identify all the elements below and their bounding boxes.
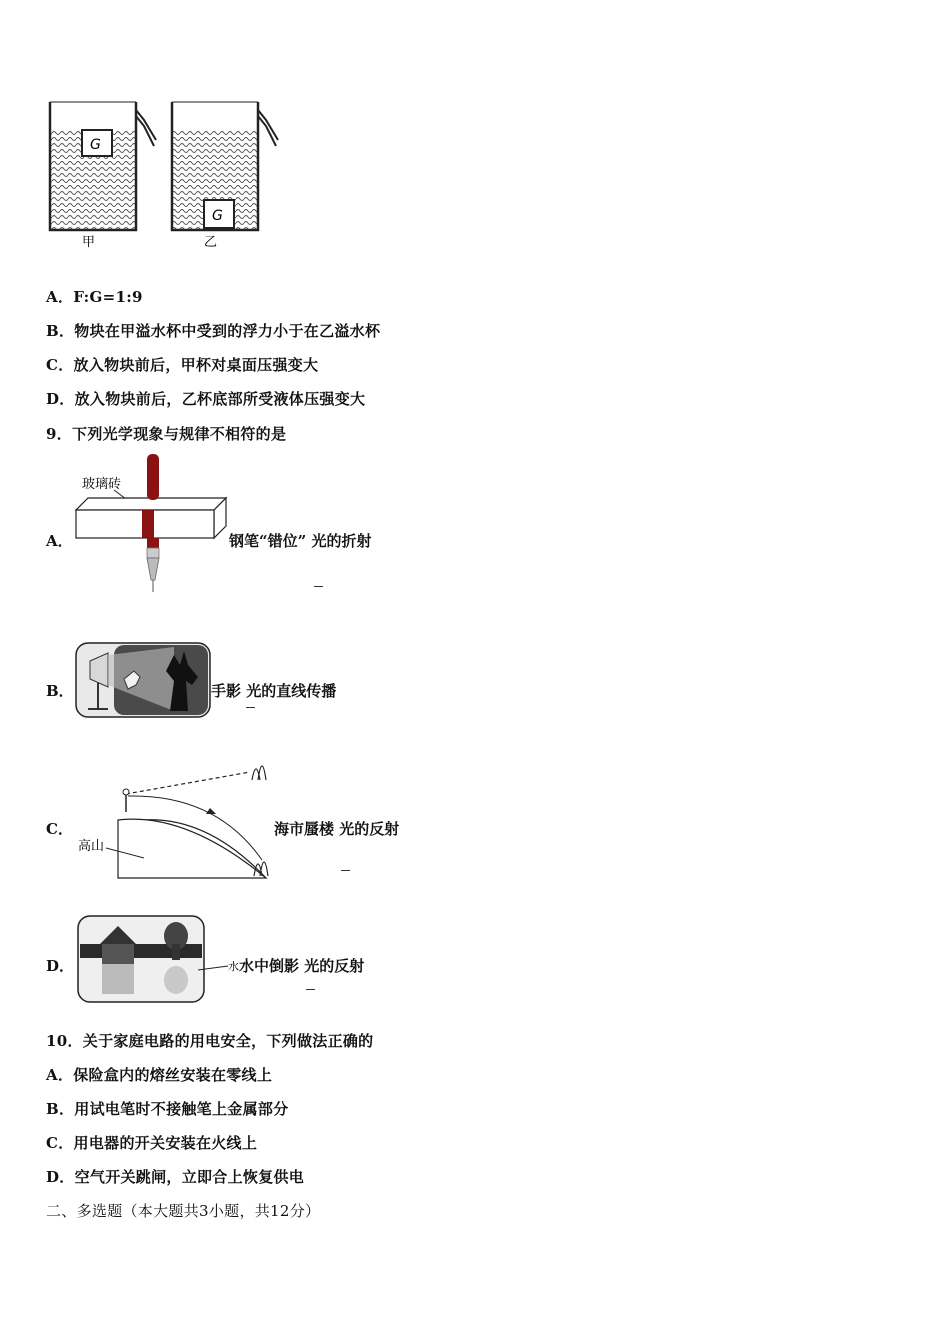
block-label-left: G xyxy=(90,137,101,153)
cup-jia xyxy=(50,102,156,250)
water-reflection-figure xyxy=(76,914,246,1006)
q8-option-c: C．放入物块前后，甲杯对桌面压强变大 xyxy=(46,356,319,374)
cup-yi xyxy=(172,102,278,250)
q9-option-c-letter: C． xyxy=(46,820,73,838)
mirage-figure xyxy=(76,752,276,887)
q9-option-a-letter: A． xyxy=(46,532,73,550)
q8-option-d: D．放入物块前后，乙杯底部所受液体压强变大 xyxy=(46,390,366,408)
pen-glass-figure xyxy=(74,452,234,602)
glass-brick-label: 玻璃砖 xyxy=(82,477,122,492)
q9-option-c-blank xyxy=(341,870,350,871)
q9-option-b-caption: 手影 光的直线传播 xyxy=(211,682,337,700)
q9-option-d-blank xyxy=(306,989,315,990)
q9-stem: 9．下列光学现象与规律不相符的是 xyxy=(46,425,287,443)
mountain-label: 高山 xyxy=(78,839,105,854)
cup-yi-label: 乙 xyxy=(204,235,218,250)
q8-option-a: A．F:G=1:9 xyxy=(46,288,143,306)
q9-option-a-caption: 钢笔“错位” 光的折射 xyxy=(229,532,372,550)
q10-option-c: C．用电器的开关安装在火线上 xyxy=(46,1134,258,1152)
q10-option-d: D．空气开关跳闸，立即合上恢复供电 xyxy=(46,1168,305,1186)
q8-option-b: B．物块在甲溢水杯中受到的浮力小于在乙溢水杯 xyxy=(46,322,381,340)
hand-shadow-figure xyxy=(74,641,214,721)
q10-option-b: B．用试电笔时不接触笔上金属部分 xyxy=(46,1100,289,1118)
q10-option-a: A．保险盒内的熔丝安装在零线上 xyxy=(46,1066,273,1084)
q9-option-b-letter: B． xyxy=(46,682,74,700)
overflow-cups-figure xyxy=(44,100,284,250)
block-label-right: G xyxy=(212,208,223,224)
q9-option-d-letter: D． xyxy=(46,957,75,975)
q9-option-c-caption: 海市蜃楼 光的反射 xyxy=(274,820,400,838)
q9-option-b-blank xyxy=(246,707,255,708)
section-heading-multiple-choice: 二、多选题（本大题共3小题，共12分） xyxy=(46,1202,321,1220)
q9-option-a-blank xyxy=(314,586,323,587)
q10-stem: 10．关于家庭电路的用电安全，下列做法正确的 xyxy=(46,1032,374,1050)
cup-jia-label: 甲 xyxy=(82,235,96,250)
q9-option-d-caption: 水中倒影 光的反射 xyxy=(239,957,365,975)
water-label: 水 xyxy=(228,960,239,973)
